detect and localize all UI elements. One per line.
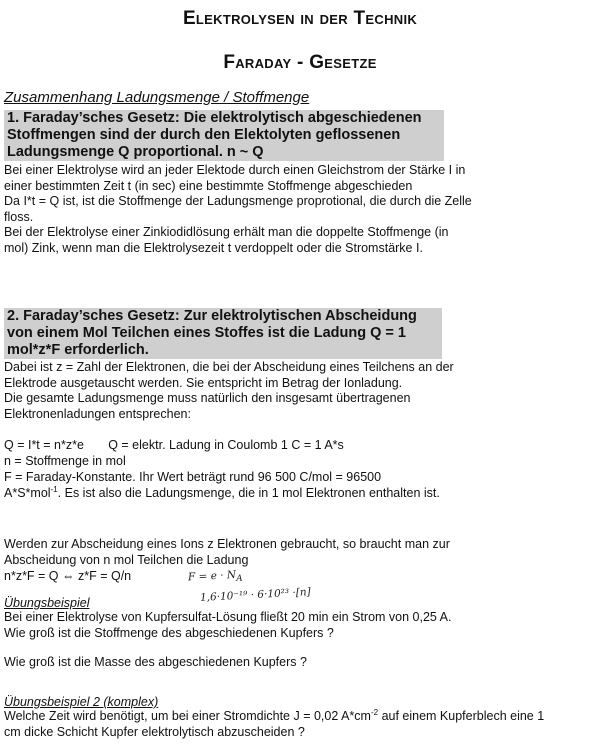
exercise2-heading: Übungsbeispiel 2 (komplex) [4, 695, 159, 709]
law2-heading: 2. Faraday’sches Gesetz: Zur elektrolytischen Abscheidung von einem Mol Teilchen eines Stoffes ist die Ladung Q = 1 mol*z*F erforderlich. [4, 308, 442, 359]
exercise2-text-a: Welche Zeit wird benötigt, um bei einer Stromdichte J = 0,02 A*cm [4, 709, 371, 723]
handwritten-note-1-text: F = e · N [187, 568, 237, 584]
law1-text: Bei einer Elektrolyse wird an jeder Elektode durch einen Gleichstrom der Stärke I in einer bestimmten Zeit t (in sec) eine bestimmte Stoffmenge abgeschieden Da I*t = Q ist, ist die Stoffmenge der Ladungsmenge proprotional, die durch die Zelle floss. Bei der Elektrolyse einer Zinkiodidlösung erhält man die doppelte Stoffmenge (in mol) Zink, wenn man die Elektrolysezeit t verdoppelt oder die Stromstärke I. [4, 163, 472, 255]
exercise2-text [4, 709, 596, 725]
law2-f-definition-cont [4, 486, 474, 502]
handwritten-note-2: 1,6·10⁻¹⁹ · 6·10²³ ·[n] [199, 586, 312, 604]
exercise2-text-b: auf einem Kupferblech eine 1 [378, 709, 545, 723]
law2-f-unit: A*S*mol [4, 486, 51, 500]
law2-n-definition: n = Stoffmenge in mol [4, 454, 126, 468]
exercise1-text-3: Wie groß ist die Masse des abgeschiedenen Kupfers ? [4, 655, 307, 669]
exercise1-heading: Übungsbeispiel [4, 596, 90, 610]
section-heading: Zusammenhang Ladungsmenge / Stoffmenge [4, 89, 310, 106]
law2-text: Dabei ist z = Zahl der Elektronen, die bei der Abscheidung eines Teilchens an der Elektrode ausgetauscht werden. Sie entspricht im Betrag der Ionladung. Die gesamte Ladungsmenge muss natürlich den insgesamt übertragenen Elektronenladungen entsprechen: [4, 360, 454, 421]
exercise1-text-1: Bei einer Elektrolyse von Kupfersulfat-Lösung fließt 20 min ein Strom von 0,25 A. [4, 610, 452, 624]
law2-f-definition: F = Faraday-Konstante. Ihr Wert beträgt rund 96 500 C/mol = 96500 [4, 470, 382, 484]
exercise2-text-c: cm dicke Schicht Kupfer elektrolytisch abzuscheiden ? [4, 725, 305, 739]
law2-formula-line: Q = I*t = n*z*e Q = elektr. Ladung in Coulomb 1 C = 1 A*s [4, 438, 344, 452]
exercise1-text-2: Wie groß ist die Stoffmenge des abgeschiedenen Kupfers ? [4, 626, 334, 640]
ion-formula: n*z*F = Q ⇔ z*F = Q/n [4, 569, 132, 583]
page-title: Elektrolysen in der Technik [182, 8, 418, 29]
handwritten-note-1-sub: A [236, 573, 243, 584]
page-subtitle: Faraday - Gesetze [223, 52, 377, 73]
law2-f-unit-exponent: -1 [50, 484, 58, 494]
law2-f-rest: . Es ist also die Ladungsmenge, die in 1 mol Elektronen enthalten ist. [57, 486, 440, 500]
ion-text: Werden zur Abscheidung eines Ions z Elektronen gebraucht, so braucht man zur Abscheidung von n mol Teilchen die Ladung [4, 537, 450, 567]
exercise2-exponent: -2 [370, 707, 379, 717]
handwritten-note-1 [188, 569, 243, 587]
law1-heading: 1. Faraday’sches Gesetz: Die elektrolytisch abgeschiedenen Stoffmengen sind der durch den Elektolyten geflossenen Ladungsmenge Q proportional. n ~ Q [4, 110, 444, 161]
